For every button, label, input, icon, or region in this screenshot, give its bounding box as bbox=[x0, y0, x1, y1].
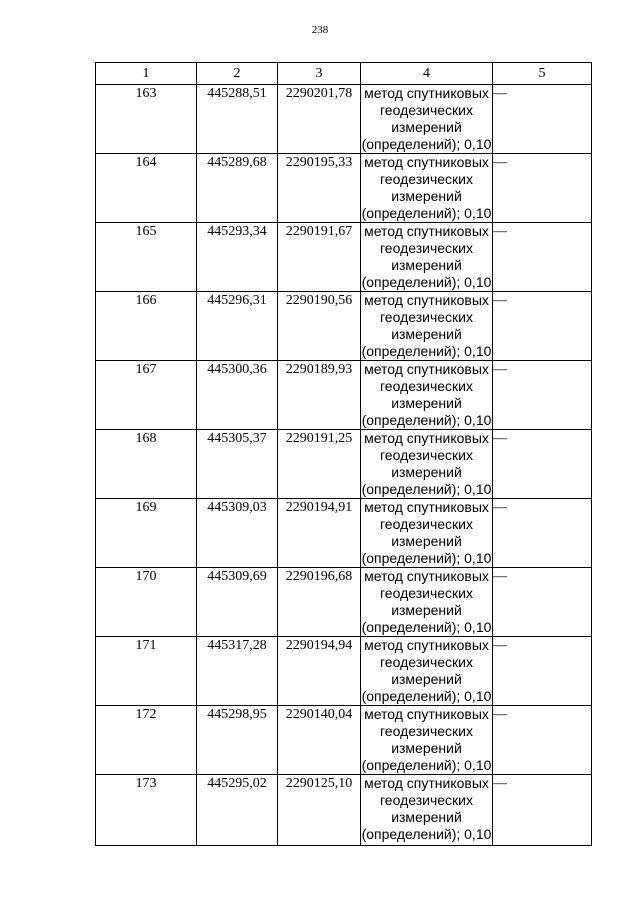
method-cell bbox=[361, 85, 493, 154]
coordinate-x: 445298,95 bbox=[197, 706, 278, 775]
method-line: метод спутниковых bbox=[364, 430, 489, 446]
coordinate-x: 445289,68 bbox=[197, 154, 278, 223]
point-number: 171 bbox=[96, 637, 197, 706]
column-header-5: 5 bbox=[493, 63, 592, 85]
coordinate-x: 445293,34 bbox=[197, 223, 278, 292]
table-row bbox=[96, 85, 592, 154]
method-line: измерений bbox=[391, 809, 462, 825]
table-header bbox=[96, 63, 592, 85]
method-line: геодезических bbox=[380, 309, 473, 325]
coordinate-x: 445309,03 bbox=[197, 499, 278, 568]
coordinate-y: 2290189,93 bbox=[278, 361, 361, 430]
method-line: измерений bbox=[391, 326, 462, 342]
method-line: (определений); 0,10 bbox=[361, 205, 492, 221]
point-number: 167 bbox=[96, 361, 197, 430]
note-cell: — bbox=[493, 499, 592, 568]
method-line: метод спутниковых bbox=[364, 154, 489, 170]
table-row bbox=[96, 223, 592, 292]
note-cell: — bbox=[493, 223, 592, 292]
method-line: измерений bbox=[391, 602, 462, 618]
note-cell: — bbox=[493, 85, 592, 154]
method-line: метод спутниковых bbox=[364, 223, 489, 239]
method-line: геодезических bbox=[380, 654, 473, 670]
method-cell bbox=[361, 499, 493, 568]
method-line: метод спутниковых bbox=[364, 85, 489, 101]
coordinate-y: 2290191,67 bbox=[278, 223, 361, 292]
method-line: геодезических bbox=[380, 171, 473, 187]
method-line: (определений); 0,10 bbox=[361, 136, 492, 152]
method-line: геодезических bbox=[380, 585, 473, 601]
table-row bbox=[96, 292, 592, 361]
column-header-3: 3 bbox=[278, 63, 361, 85]
point-number: 164 bbox=[96, 154, 197, 223]
note-cell: — bbox=[493, 706, 592, 775]
point-number: 170 bbox=[96, 568, 197, 637]
method-line: геодезических bbox=[380, 447, 473, 463]
method-line: (определений); 0,10 bbox=[361, 343, 492, 359]
method-line: (определений); 0,10 bbox=[361, 274, 492, 290]
note-cell: — bbox=[493, 361, 592, 430]
table-row bbox=[96, 154, 592, 223]
point-number: 166 bbox=[96, 292, 197, 361]
method-line: (определений); 0,10 bbox=[361, 481, 492, 497]
method-line: (определений); 0,10 bbox=[361, 688, 492, 704]
method-line: метод спутниковых bbox=[364, 775, 489, 791]
method-cell bbox=[361, 775, 493, 846]
coordinate-y: 2290125,10 bbox=[278, 775, 361, 846]
method-line: геодезических bbox=[380, 240, 473, 256]
header-row bbox=[96, 63, 592, 85]
coordinate-y: 2290191,25 bbox=[278, 430, 361, 499]
method-line: (определений); 0,10 bbox=[361, 757, 492, 773]
coordinate-x: 445305,37 bbox=[197, 430, 278, 499]
method-cell bbox=[361, 223, 493, 292]
point-number: 168 bbox=[96, 430, 197, 499]
table-row bbox=[96, 706, 592, 775]
method-cell bbox=[361, 154, 493, 223]
table-row bbox=[96, 568, 592, 637]
coordinate-x: 445317,28 bbox=[197, 637, 278, 706]
coordinate-x: 445309,69 bbox=[197, 568, 278, 637]
note-cell: — bbox=[493, 430, 592, 499]
method-line: метод спутниковых bbox=[364, 568, 489, 584]
coordinate-y: 2290194,94 bbox=[278, 637, 361, 706]
method-cell bbox=[361, 430, 493, 499]
method-line: измерений bbox=[391, 464, 462, 480]
coordinate-y: 2290195,33 bbox=[278, 154, 361, 223]
method-line: метод спутниковых bbox=[364, 499, 489, 515]
method-line: метод спутниковых bbox=[364, 706, 489, 722]
coordinate-x: 445288,51 bbox=[197, 85, 278, 154]
method-cell bbox=[361, 292, 493, 361]
point-number: 173 bbox=[96, 775, 197, 846]
point-number: 163 bbox=[96, 85, 197, 154]
point-number: 169 bbox=[96, 499, 197, 568]
method-line: измерений bbox=[391, 188, 462, 204]
table-row bbox=[96, 499, 592, 568]
method-line: измерений bbox=[391, 395, 462, 411]
coordinate-y: 2290140,04 bbox=[278, 706, 361, 775]
method-line: метод спутниковых bbox=[364, 637, 489, 653]
note-cell: — bbox=[493, 637, 592, 706]
coordinate-y: 2290190,56 bbox=[278, 292, 361, 361]
method-line: геодезических bbox=[380, 516, 473, 532]
point-number: 172 bbox=[96, 706, 197, 775]
note-cell: — bbox=[493, 775, 592, 846]
point-number: 165 bbox=[96, 223, 197, 292]
coordinate-x: 445296,31 bbox=[197, 292, 278, 361]
table-row bbox=[96, 361, 592, 430]
note-cell: — bbox=[493, 568, 592, 637]
method-line: измерений bbox=[391, 533, 462, 549]
coordinate-x: 445300,36 bbox=[197, 361, 278, 430]
note-cell: — bbox=[493, 292, 592, 361]
note-cell: — bbox=[493, 154, 592, 223]
method-line: (определений); 0,10 bbox=[361, 550, 492, 566]
page-number: 238 bbox=[311, 24, 329, 36]
method-line: измерений bbox=[391, 671, 462, 687]
coordinates-table bbox=[95, 62, 592, 846]
method-cell bbox=[361, 361, 493, 430]
method-line: геодезических bbox=[380, 792, 473, 808]
method-line: геодезических bbox=[380, 102, 473, 118]
method-line: геодезических bbox=[380, 378, 473, 394]
column-header-4: 4 bbox=[361, 63, 493, 85]
coordinate-y: 2290201,78 bbox=[278, 85, 361, 154]
coordinate-y: 2290196,68 bbox=[278, 568, 361, 637]
coordinate-x: 445295,02 bbox=[197, 775, 278, 846]
method-cell bbox=[361, 568, 493, 637]
method-line: измерений bbox=[391, 119, 462, 135]
coordinate-y: 2290194,91 bbox=[278, 499, 361, 568]
table-row bbox=[96, 637, 592, 706]
table-row bbox=[96, 430, 592, 499]
method-cell bbox=[361, 706, 493, 775]
method-line: измерений bbox=[391, 740, 462, 756]
method-line: геодезических bbox=[380, 723, 473, 739]
method-line: метод спутниковых bbox=[364, 361, 489, 377]
method-cell bbox=[361, 637, 493, 706]
method-line: (определений); 0,10 bbox=[361, 826, 492, 842]
column-header-1: 1 bbox=[96, 63, 197, 85]
column-header-2: 2 bbox=[197, 63, 278, 85]
method-line: (определений); 0,10 bbox=[361, 412, 492, 428]
table-row bbox=[96, 775, 592, 846]
method-line: измерений bbox=[391, 257, 462, 273]
table-body bbox=[96, 85, 592, 846]
method-line: (определений); 0,10 bbox=[361, 619, 492, 635]
method-line: метод спутниковых bbox=[364, 292, 489, 308]
